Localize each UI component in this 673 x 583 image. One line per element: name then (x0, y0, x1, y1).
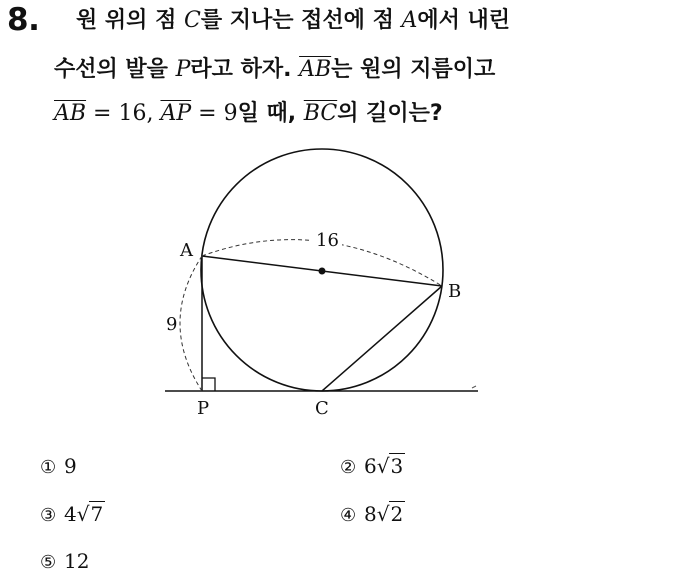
ap-value: = 9 (191, 101, 238, 126)
ap-length-arc (180, 256, 202, 391)
right-angle-marker (202, 378, 215, 391)
choice-5-mark: ⑤ (40, 552, 57, 573)
question-text: 를 지나는 접선에 점 (200, 8, 402, 33)
question-text: 에서 내린 (417, 8, 511, 33)
choice-3-coef: 4 (64, 502, 77, 526)
choice-1-value: 9 (64, 454, 77, 478)
ab-value: = 16, (86, 101, 161, 126)
label-point-p: P (197, 398, 210, 419)
choice-1[interactable] (40, 452, 77, 482)
choice-1-mark: ① (40, 457, 57, 478)
choice-4-coef: 8 (364, 502, 377, 526)
choice-4[interactable] (340, 500, 405, 530)
question-text: 는 원의 지름이고 (331, 57, 496, 82)
point-c-symbol: C (184, 8, 201, 33)
choice-5-value: 12 (64, 549, 90, 573)
question-text: 일 때, (237, 101, 304, 126)
segment-bc-symbol: $\overline{BC}$ (303, 101, 338, 126)
choice-3[interactable] (40, 500, 105, 530)
segment-ab-symbol: $\overline{AB}$ (54, 101, 87, 126)
choice-2-mark: ② (340, 457, 357, 478)
center-point (319, 268, 326, 275)
choice-2-radicand: 3 (390, 454, 404, 478)
question-text: 의 길이는? (337, 101, 443, 126)
label-point-c: C (315, 398, 329, 419)
label-point-b: B (448, 281, 462, 302)
choice-4-mark: ④ (340, 505, 357, 526)
choice-4-radicand: 2 (390, 502, 404, 526)
label-ap-length: 9 (166, 314, 178, 335)
segment-ap-symbol: $\overline{AP}$ (160, 101, 192, 126)
sqrt-sign: √3 (376, 454, 404, 478)
point-p-symbol: P (175, 57, 191, 82)
choice-3-radicand: 7 (90, 502, 104, 526)
sqrt-sign: √7 (76, 502, 104, 526)
choice-2[interactable] (340, 452, 405, 482)
label-ab-length: 16 (316, 230, 339, 251)
label-point-a: A (180, 240, 193, 261)
question-text: 원 위의 점 (76, 8, 184, 33)
tangent-end-tick (472, 386, 476, 388)
segment-ab-symbol: $\overline{AB}$ (299, 57, 332, 82)
question-text: 수선의 발을 (54, 57, 176, 82)
choice-3-mark: ③ (40, 505, 57, 526)
problem-number: 8. (7, 2, 40, 38)
question-text: 라고 하자. (190, 57, 300, 82)
choice-2-coef: 6 (364, 454, 377, 478)
sqrt-sign: √2 (376, 502, 404, 526)
point-a-symbol: A (401, 8, 418, 33)
choice-5[interactable] (40, 547, 89, 577)
